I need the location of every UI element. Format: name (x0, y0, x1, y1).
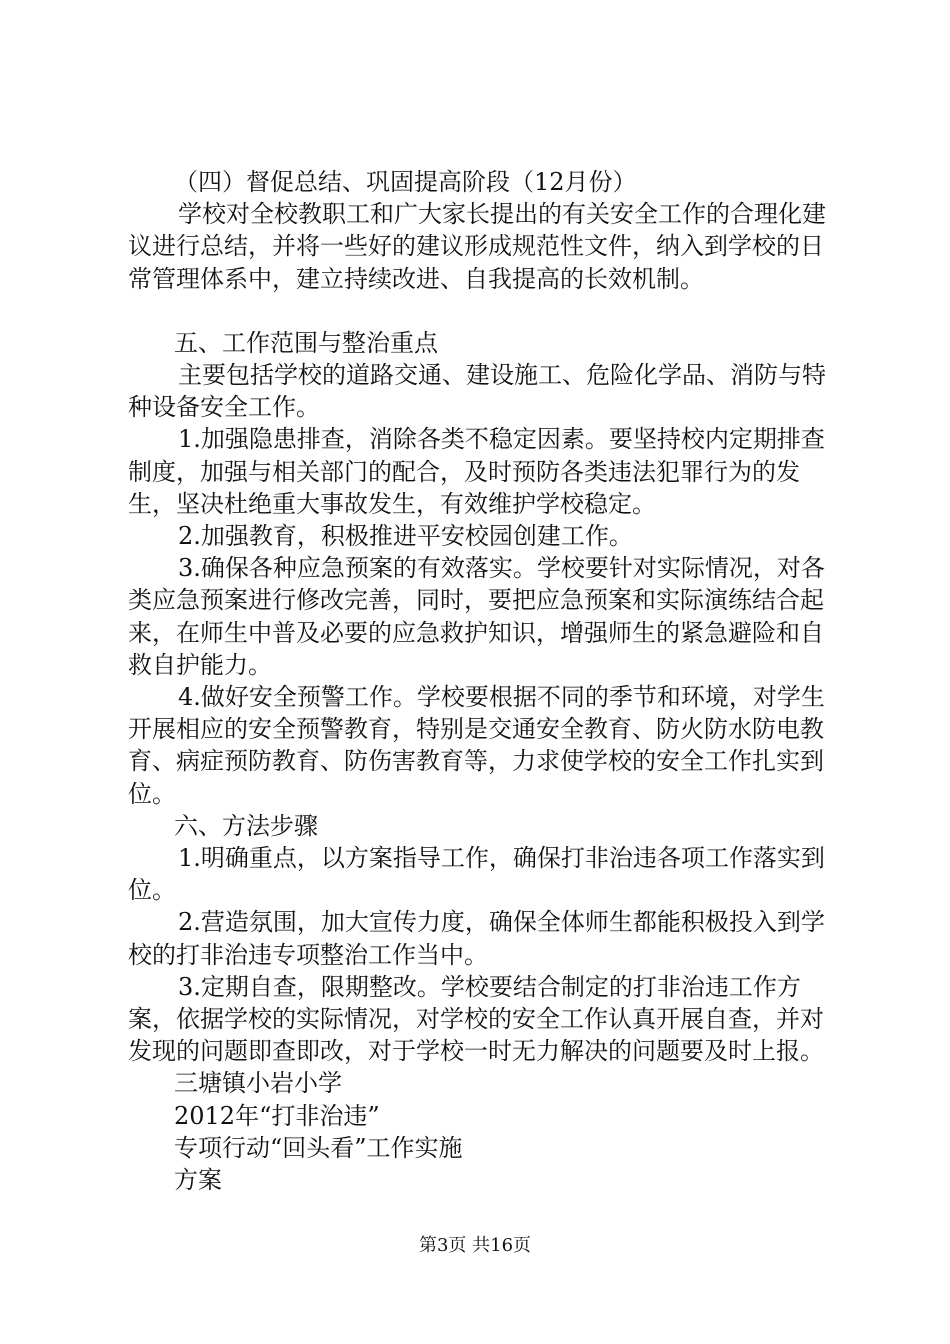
signature-title-end: 方案 (174, 1166, 222, 1195)
section-five-heading: 五、工作范围与整治重点 (174, 328, 438, 357)
section-five-item-1: 1.加强隐患排查，消除各类不稳定因素。要坚持校内定期排查制度，加强与相关部门的配合，及时预防各类违法犯罪行为的发生，坚决杜绝重大事故发生，有效维护学校稳定。 (128, 425, 825, 518)
page-footer: 第3页 共16页 (418, 1235, 532, 1256)
section-five-item-3: 3.确保各种应急预案的有效落实。学校要针对实际情况，对各类应急预案进行修改完善，同时，要把应急预案和实际演练结合起来，在师生中普及必要的应急救护知识，增强师生的紧急避险和自救自护能力。 (128, 554, 825, 679)
section-six-item-2: 2.营造氛围，加大宣传力度，确保全体师生都能积极投入到学校的打非治违专项整治工作当中。 (128, 908, 825, 969)
section-five-intro: 主要包括学校的道路交通、建设施工、危险化学品、消防与特种设备安全工作。 (128, 361, 826, 422)
section-six-heading: 六、方法步骤 (174, 811, 318, 840)
signature-school: 三塘镇小岩小学 (174, 1069, 342, 1098)
signature-year-line: 2012年“打非治违” (174, 1101, 380, 1130)
stage-four-text: 学校对全校教职工和广大家长提出的有关安全工作的合理化建议进行总结，并将一些好的建议形成规范性文件，纳入到学校的日常管理体系中，建立持续改进、自我提高的长效机制。 (128, 200, 826, 293)
section-six-item-3: 3.定期自查，限期整改。学校要结合制定的打非治违工作方案，依据学校的实际情况，对学校的安全工作认真开展自查，并对发现的问题即查即改，对于学校一时无力解决的问题要及时上报。 (128, 972, 824, 1066)
document-body (128, 166, 840, 1196)
section-five-item-2: 2.加强教育，积极推进平安校园创建工作。 (178, 522, 633, 551)
stage-four-heading: （四）督促总结、巩固提高阶段（12月份） (174, 168, 637, 196)
section-six-item-1: 1.明确重点，以方案指导工作，确保打非治违各项工作落实到位。 (128, 844, 825, 905)
section-five-item-4: 4.做好安全预警工作。学校要根据不同的季节和环境，对学生开展相应的安全预警教育，特别是交通安全教育、防火防水防电教育、病症预防教育、防伤害教育等，力求使学校的安全工作扎实到位。 (128, 683, 825, 808)
signature-title-line: 专项行动“回头看”工作实施 (174, 1133, 463, 1162)
paragraph-gap (128, 295, 840, 327)
